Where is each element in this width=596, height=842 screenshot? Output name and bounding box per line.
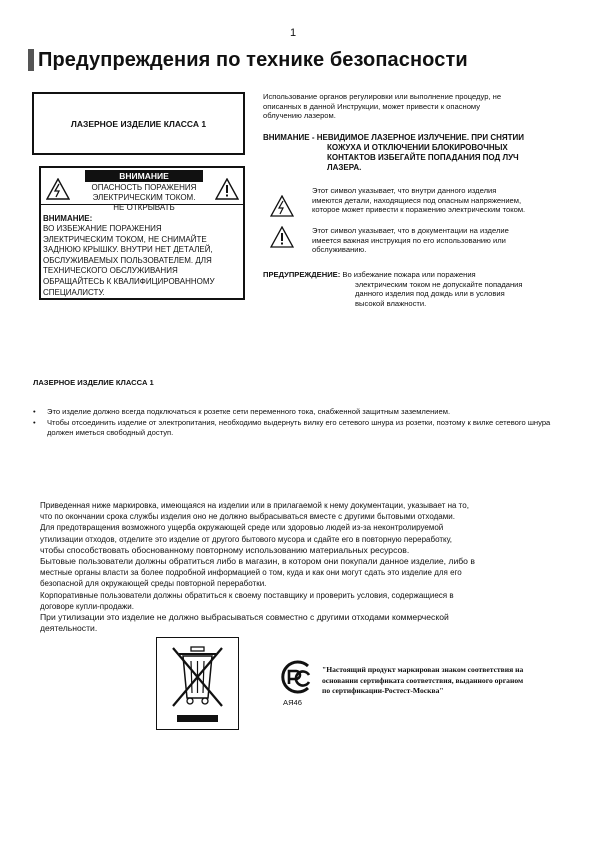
exclamation-triangle-icon bbox=[270, 226, 294, 248]
section-title: ЛАЗЕРНОЕ ИЗДЕЛИЕ КЛАССА 1 bbox=[33, 378, 154, 387]
symbol-line: Этот символ указывает, что в документации на изделие bbox=[312, 226, 509, 235]
moisture-caution bbox=[263, 270, 563, 308]
warning-body-line: ОБРАЩАЙТЕСЬ К КВАЛИФИЦИРОВАННОМУ bbox=[43, 276, 215, 286]
paragraph-line: Бытовые пользователи должны обратиться либо в магазин, в котором они покупали данное изделие, либо в bbox=[40, 556, 475, 567]
symbol-line: имеются детали, находящиеся под опасным напряжением, bbox=[312, 195, 522, 205]
symbol-line: обслуживанию. bbox=[312, 245, 367, 254]
laser-product-label: ЛАЗЕРНОЕ ИЗДЕЛИЕ КЛАССА 1 bbox=[70, 118, 207, 129]
cert-line: "Настоящий продукт маркирован знаком соответствия на bbox=[322, 665, 524, 674]
invisible-laser-warning bbox=[263, 133, 553, 173]
paragraph-line: что по окончании срока службы изделия оно не должно выбрасываться вместе с другими бытовыми отходами. bbox=[40, 512, 455, 522]
cert-line: основании сертификата соответствия, выданного органом bbox=[322, 675, 524, 685]
symbol-line: имеется важная инструкция по его использованию или bbox=[312, 235, 506, 245]
paragraph-line: местные органы власти за более подробной информацией о том, куда и как они могут сдать это изделие для его bbox=[40, 568, 462, 578]
warning-line: ВНИМАНИЕ - НЕВИДИМОЕ ЛАЗЕРНОЕ ИЗЛУЧЕНИЕ. ПРИ СНЯТИИ bbox=[263, 133, 525, 142]
paragraph-line: безопасной для окружающей среды повторной переработки. bbox=[40, 579, 267, 589]
voltage-symbol-description bbox=[312, 186, 572, 215]
laser-product-box bbox=[32, 92, 245, 155]
warning-label: ВНИМАНИЕ: bbox=[43, 214, 93, 223]
warning-body-line: СПЕЦИАЛИСТУ. bbox=[43, 287, 105, 297]
lightning-triangle-icon bbox=[270, 195, 294, 217]
caution-line: электрическим током не допускайте попадания bbox=[355, 279, 523, 289]
exclamation-triangle-icon bbox=[215, 178, 239, 200]
page-number: 1 bbox=[290, 27, 297, 39]
warning-sub-line: НЕ ОТКРЫВАТЬ bbox=[113, 203, 175, 212]
warning-sub-line: ЭЛЕКТРИЧЕСКИМ ТОКОМ. bbox=[92, 193, 196, 202]
symbol-line: Этот символ указывает, что внутри данного изделия bbox=[312, 186, 497, 195]
lightning-triangle-icon bbox=[46, 178, 70, 200]
paragraph-line: При утилизации это изделие не должно выбрасываться совместно с другими отходами коммерческой bbox=[40, 612, 449, 623]
weee-symbol-box bbox=[156, 637, 239, 730]
warning-divider bbox=[41, 204, 243, 205]
warning-body-line: ЭЛЕКТРИЧЕСКИМ ТОКОМ, НЕ СНИМАЙТЕ bbox=[43, 234, 207, 244]
warning-line: КОЖУХА И ОТКЛЮЧЕНИИ БЛОКИРОВОЧНЫХ bbox=[327, 143, 508, 152]
paragraph-line: деятельности. bbox=[40, 623, 98, 634]
page-title: Предупреждения по технике безопасности bbox=[38, 49, 468, 71]
warning-body bbox=[43, 224, 241, 298]
cert-line: по сертификации-Ростест-Москва" bbox=[322, 686, 444, 696]
warning-label-text: ВНИМАНИЕ bbox=[43, 214, 90, 223]
note-line: описанных в данной Инструкции, может привести к опасному bbox=[263, 101, 481, 111]
paragraph-line: Приведенная ниже маркировка, имеющаяся на изделии или в прилагаемой к нему документации, указывает на то, bbox=[40, 501, 469, 510]
warning-sub-line: ОПАСНОСТЬ ПОРАЖЕНИЯ bbox=[91, 183, 197, 192]
warning-box-header: ВНИМАНИЕ bbox=[85, 170, 203, 182]
caution-line: высокой влажности. bbox=[355, 298, 427, 308]
paragraph-line: чтобы способствовать обоснованному повторному использованию материальных ресурсов. bbox=[40, 544, 410, 555]
warning-line: КОНТАКТОВ ИЗБЕГАЙТЕ ПОПАДАНИЯ ПОД ЛУЧ bbox=[327, 153, 519, 162]
note-line: Использование органов регулировки или выполнение процедур, не bbox=[263, 92, 502, 101]
warning-box-subtitle bbox=[83, 183, 205, 213]
grounding-bullet-list bbox=[33, 407, 553, 439]
recycling-notice bbox=[40, 500, 560, 634]
electric-shock-warning-box bbox=[39, 166, 245, 300]
paragraph-line: договоре купли-продажи. bbox=[40, 601, 134, 611]
caution-line: Во избежание пожара или поражения bbox=[340, 270, 476, 279]
caution-label: ПРЕДУПРЕЖДЕНИЕ: bbox=[263, 270, 341, 279]
certification-statement bbox=[322, 665, 572, 697]
warning-body-line: ЗАДНЮЮ КРЫШКУ. ВНУТРИ НЕТ ДЕТАЛЕЙ, bbox=[43, 245, 213, 255]
warning-body-line: ВО ИЗБЕЖАНИЕ ПОРАЖЕНИЯ bbox=[43, 224, 162, 233]
warning-line: ЛАЗЕРА. bbox=[327, 163, 362, 172]
symbol-line: которое может привести к поражению электрическим током. bbox=[312, 205, 526, 214]
note-line: облучению лазером. bbox=[263, 111, 336, 120]
laser-procedure-note bbox=[263, 92, 553, 121]
caution-line: данного изделия под дождь или в условия bbox=[355, 289, 505, 298]
rostest-certification-logo bbox=[278, 658, 316, 696]
list-item: • Чтобы отсоединить изделие от электропитания, необходимо выдернуть вилку его сетевого шнура из розетки, поэтому к вилке сетевого шнура должен иметься свободный доступ. bbox=[33, 418, 553, 438]
paragraph-line: Корпоративные пользователи должны обратиться к своему поставщику и проверить условия, содержащиеся в bbox=[40, 590, 454, 600]
list-item: • Это изделие должно всегда подключаться к розетке сети переменного тока, снабженной защитным заземлением. bbox=[33, 407, 553, 417]
paragraph-line: Для предотвращения возможного ущерба окружающей среде или здоровью людей из-за неконтролируемой bbox=[40, 523, 444, 533]
warning-body-line: ТЕХНИЧЕСКОГО ОБСЛУЖИВАНИЯ bbox=[43, 266, 178, 276]
title-accent-bar bbox=[28, 49, 34, 71]
paragraph-line: утилизации отходов, отделите это изделие от другого бытового мусора и сдайте его в повторную переработку, bbox=[40, 534, 453, 544]
warning-body-line: ОБСЛУЖИВАЕМЫХ ПОЛЬЗОВАТЕЛЕМ. ДЛЯ bbox=[43, 255, 212, 265]
instruction-symbol-description bbox=[312, 226, 562, 255]
rostest-code: АЯ46 bbox=[283, 698, 302, 707]
crossed-bin-icon bbox=[157, 638, 238, 729]
